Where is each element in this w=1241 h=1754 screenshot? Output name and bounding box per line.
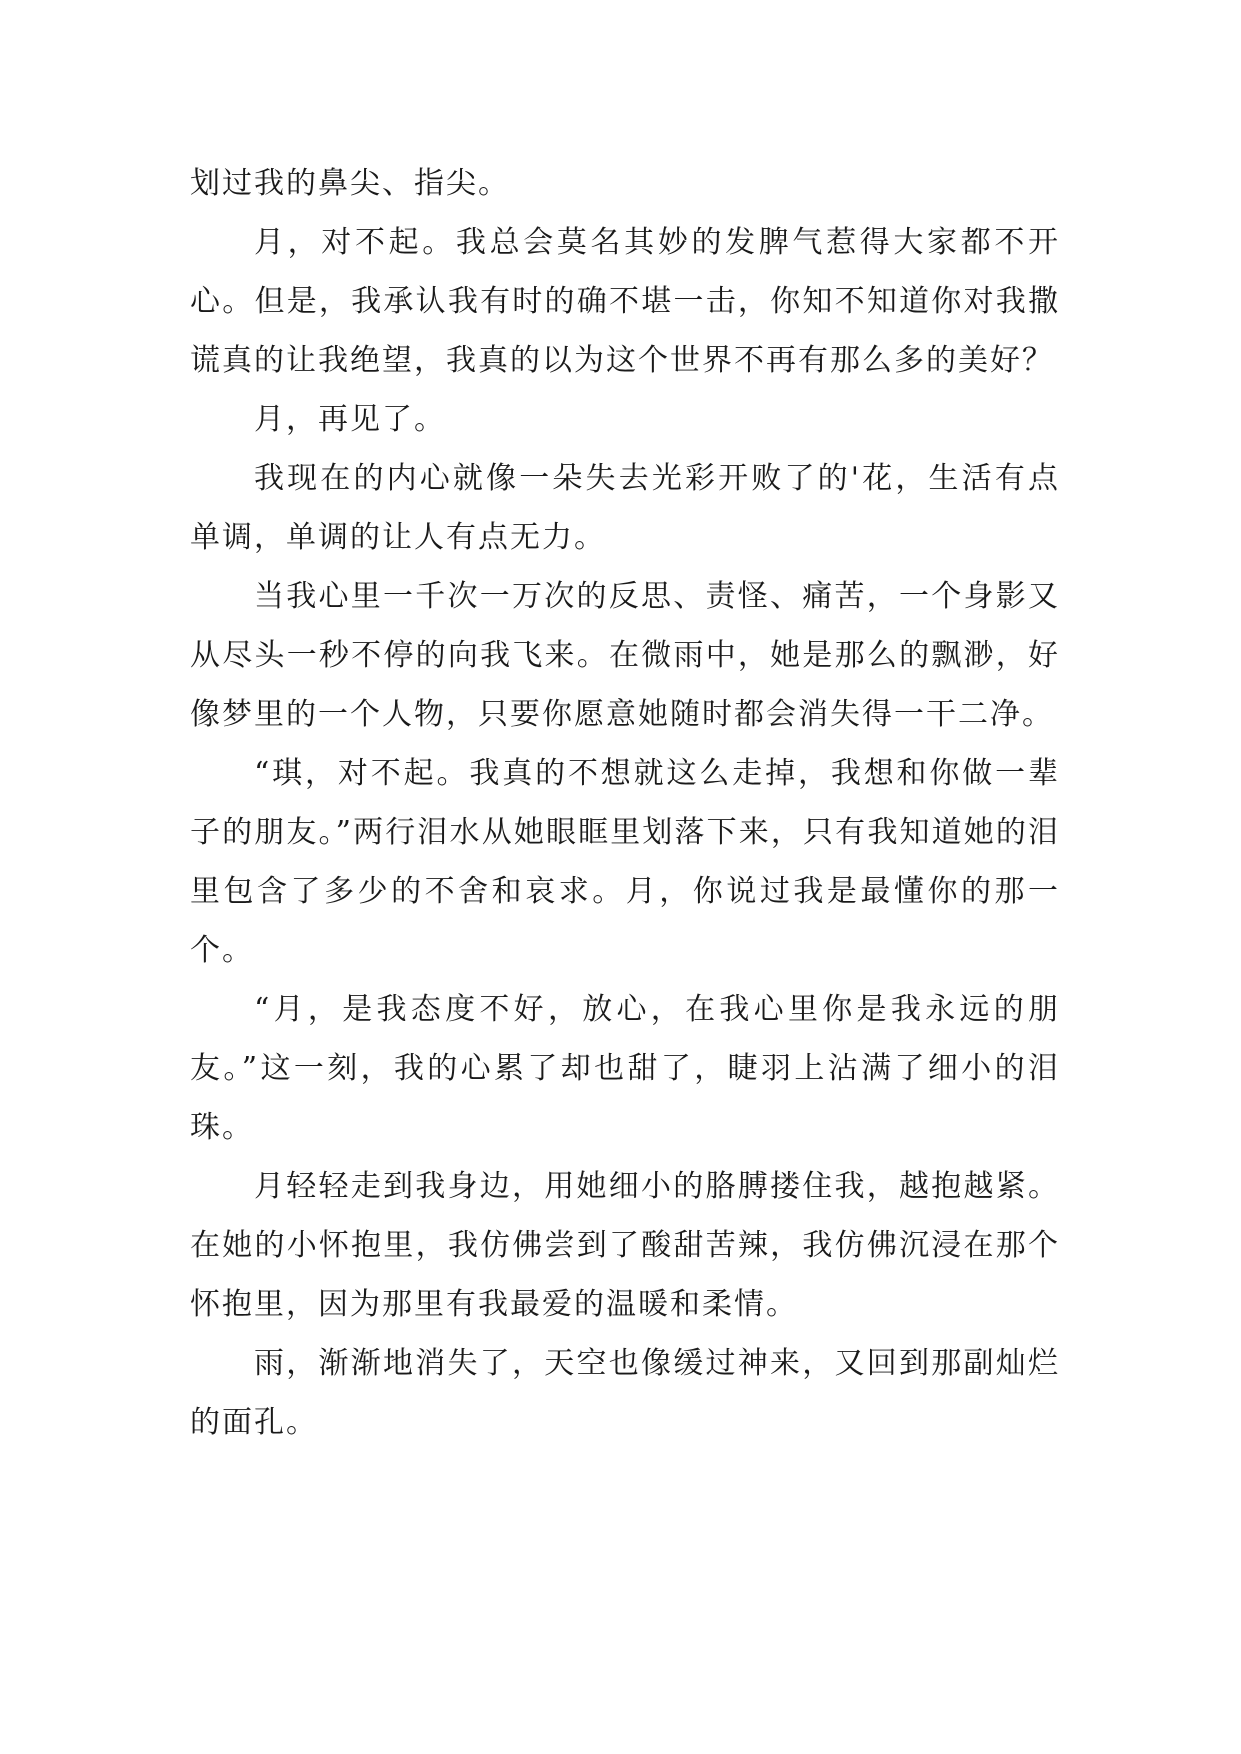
paragraph-9: 雨，渐渐地消失了，天空也像缓过神来，又回到那副灿烂的面孔。 bbox=[190, 1346, 1060, 1440]
paragraph-3: 月，再见了。 bbox=[254, 402, 446, 437]
body-text bbox=[190, 154, 1060, 1452]
paragraph-5: 当我心里一千次一万次的反思、责怪、痛苦，一个身影又从尽头一秒不停的向我飞来。在微雨中，她是那么的飘渺，好像梦里的一个人物，只要你愿意她随时都会消失得一干二净。 bbox=[190, 579, 1060, 732]
paragraph-4: 我现在的内心就像一朵失去光彩开败了的'花，生活有点单调，单调的让人有点无力。 bbox=[190, 461, 1060, 555]
paragraph-1: 划过我的鼻尖、指尖。 bbox=[190, 166, 510, 201]
paragraph-6: “琪，对不起。我真的不想就这么走掉，我想和你做一辈子的朋友。”两行泪水从她眼眶里划落下来，只有我知道她的泪里包含了多少的不舍和哀求。月，你说过我是最懂你的那一个。 bbox=[190, 756, 1060, 968]
paragraph-8: 月轻轻走到我身边，用她细小的胳膊搂住我，越抱越紧。在她的小怀抱里，我仿佛尝到了酸甜苦辣，我仿佛沉浸在那个怀抱里，因为那里有我最爱的温暖和柔情。 bbox=[190, 1169, 1060, 1322]
paragraph-7: “月，是我态度不好，放心，在我心里你是我永远的朋友。”这一刻，我的心累了却也甜了，睫羽上沾满了细小的泪珠。 bbox=[190, 992, 1060, 1145]
paragraph-2: 月，对不起。我总会莫名其妙的发脾气惹得大家都不开心。但是，我承认我有时的确不堪一击，你知不知道你对我撒谎真的让我绝望，我真的以为这个世界不再有那么多的美好？ bbox=[190, 225, 1060, 378]
